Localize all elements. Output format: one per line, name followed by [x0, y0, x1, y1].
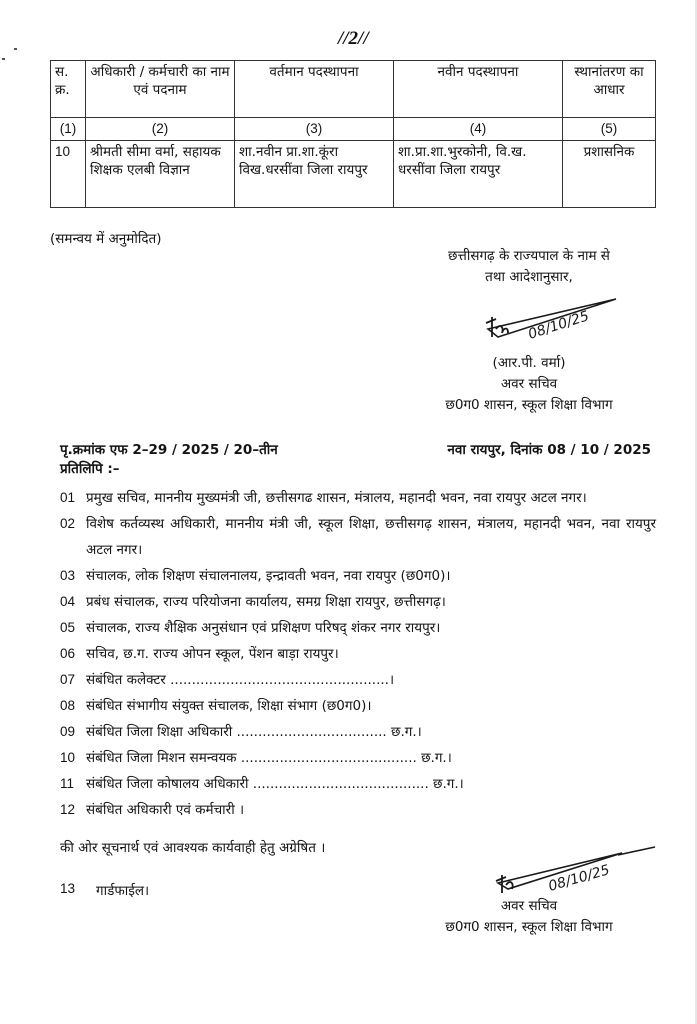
- guard-file-item: [60, 881, 149, 899]
- item-number: 10: [60, 750, 76, 765]
- signature-2: [490, 845, 660, 900]
- column-number: (2): [86, 118, 235, 141]
- authority-block: [398, 246, 660, 288]
- list-item: [60, 693, 656, 719]
- list-item: [60, 797, 656, 823]
- header-basis: स्थानांतरण का आधार: [563, 61, 656, 118]
- list-item: [60, 771, 656, 797]
- item-text: संबंधित जिला कोषालय अधिकारी ......................................... छ.ग.।: [86, 776, 464, 792]
- signatory-department: छ0ग0 शासन, स्कूल शिक्षा विभाग: [445, 397, 613, 413]
- list-item: [60, 589, 656, 615]
- column-number: (1): [51, 118, 86, 141]
- item-number: 03: [60, 568, 76, 583]
- signatory-designation: अवर सचिव: [500, 898, 558, 914]
- item-number: 06: [60, 646, 76, 661]
- approval-note: (समन्वय में अनुमोदित): [50, 231, 162, 247]
- item-number: 12: [60, 802, 76, 817]
- list-item: [60, 745, 656, 771]
- item-text: संबंधित संभागीय संयुक्त संचालक, शिक्षा संभाग (छ0ग0)।: [86, 698, 372, 714]
- header-new-posting: नवीन पदस्थापना: [394, 61, 563, 118]
- signature-1: [478, 293, 628, 353]
- cell-basis: प्रशासनिक: [563, 141, 656, 208]
- item-text: संबंधित अधिकारी एवं कर्मचारी ।: [86, 802, 245, 818]
- column-number: (5): [563, 118, 656, 141]
- item-number: 01: [60, 490, 76, 505]
- signatory-name: (आर.पी. वर्मा): [492, 355, 566, 371]
- authority-line-2: तथा आदेशानुसार,: [485, 269, 573, 285]
- copy-label: प्रतिलिपि :–: [60, 461, 120, 477]
- transfer-table: [50, 60, 656, 208]
- reference-number: पृ.क्रमांक एफ 2–29 / 2025 / 20–तीन: [60, 442, 278, 458]
- signature-date: 08/10/25: [526, 308, 592, 343]
- cell-current-posting: शा.नवीन प्रा.शा.कूंरा विख.धरसींवा जिला रायपुर: [235, 141, 394, 208]
- cell-name: श्रीमती सीमा वर्मा, सहायक शिक्षक एलबी विज्ञान: [86, 141, 235, 208]
- closing-line: की ओर सूचनार्थ एवं आवश्यक कार्यवाही हेतु अग्रेषित ।: [60, 840, 326, 856]
- item-text: संचालक, लोक शिक्षण संचालनालय, इन्द्रावती भवन, नवा रायपुर (छ0ग0)।: [86, 568, 451, 584]
- item-text: गार्डफाईल।: [96, 883, 150, 899]
- column-number: (4): [394, 118, 563, 141]
- endorsement-signatory-block: [398, 896, 660, 938]
- cell-sno: 10: [51, 141, 86, 208]
- recipient-list: [60, 485, 656, 823]
- header-sno: स. क्र.: [51, 61, 86, 118]
- list-item: [60, 667, 656, 693]
- item-text: प्रमुख सचिव, माननीय मुख्यमंत्री जी, छत्तीसगढ शासन, मंत्रालय, महानदी भवन, नवा रायपुर अटल नगर।: [86, 490, 587, 506]
- column-number-row: [51, 118, 656, 141]
- item-text: विशेष कर्तव्यस्थ अधिकारी, माननीय मंत्री जी, स्कूल शिक्षा, छत्तीसगढ़ शासन, मंत्रालय, महानदी भवन, नवा रायपुर अटल नगर।: [86, 516, 656, 558]
- list-item: [60, 563, 656, 589]
- header-current-posting: वर्तमान पदस्थापना: [235, 61, 394, 118]
- signatory-block: [398, 353, 660, 416]
- item-text: संबंधित जिला मिशन समन्वयक ......................................... छ.ग.।: [86, 750, 452, 766]
- table-row: [51, 141, 656, 208]
- header-name: अधिकारी / कर्मचारी का नाम एवं पदनाम: [86, 61, 235, 118]
- item-text: सचिव, छ.ग. राज्य ओपन स्कूल, पेंशन बाड़ा रायपुर।: [86, 646, 339, 662]
- item-number: 08: [60, 698, 76, 713]
- signatory-department: छ0ग0 शासन, स्कूल शिक्षा विभाग: [445, 919, 613, 935]
- item-number: 07: [60, 672, 76, 687]
- item-text: प्रबंध संचालक, राज्य परियोजना कार्यालय, समग्र शिक्षा रायपुर, छत्तीसगढ़।: [86, 594, 446, 610]
- list-item: [60, 485, 656, 511]
- scan-speck: [2, 58, 5, 60]
- item-text: संचालक, राज्य शैक्षिक अनुसंधान एवं प्रशिक्षण परिषद् शंकर नगर रायपुर।: [86, 620, 441, 636]
- authority-line-1: छत्तीसगढ़ के राज्यपाल के नाम से: [448, 248, 610, 264]
- item-text: संबंधित कलेक्टर ...................................................।: [86, 672, 395, 688]
- item-number: 09: [60, 724, 76, 739]
- item-number: 02: [60, 516, 76, 531]
- page-number: //2//: [338, 28, 369, 49]
- signature-date: 08/10/25: [546, 862, 612, 895]
- list-item: [60, 719, 656, 745]
- signatory-designation: अवर सचिव: [500, 376, 558, 392]
- item-number: 13: [60, 881, 76, 896]
- cell-new-posting: शा.प्रा.शा.भुरकोनी, वि.ख. धरसींवा जिला रायपुर: [394, 141, 563, 208]
- list-item: [60, 641, 656, 667]
- item-number: 04: [60, 594, 76, 609]
- list-item: [60, 511, 656, 563]
- list-item: [60, 615, 656, 641]
- item-number: 11: [60, 776, 75, 791]
- column-number: (3): [235, 118, 394, 141]
- table-header-row: [51, 61, 656, 118]
- place-date: नवा रायपुर, दिनांक 08 / 10 / 2025: [447, 442, 651, 458]
- item-number: 05: [60, 620, 76, 635]
- scan-speck: [14, 48, 17, 50]
- item-text: संबंधित जिला शिक्षा अधिकारी ................................... छ.ग.।: [86, 724, 422, 740]
